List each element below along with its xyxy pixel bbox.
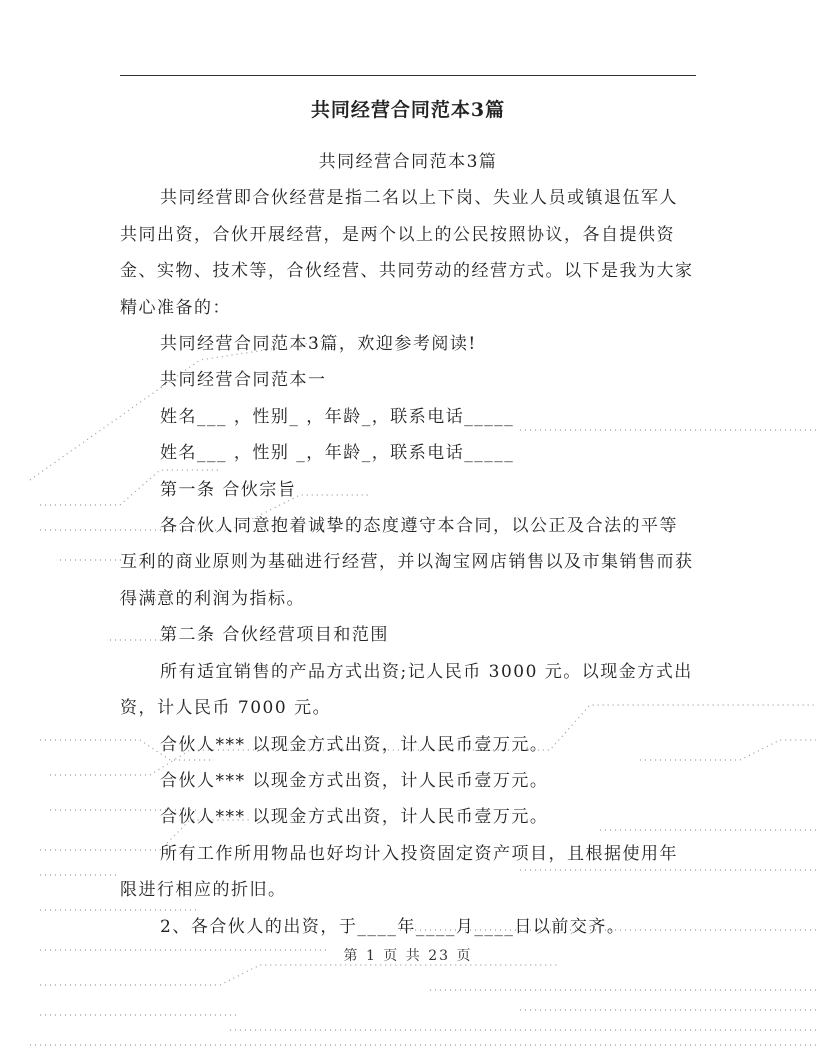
page-footer: 第 1 页 共 23 页 (343, 948, 473, 964)
party-info-line: 姓名___ ，性别 _，年龄_，联系电话_____ (160, 443, 515, 464)
partner-contribution-line: 合伙人*** 以现金方式出资，计人民币壹万元。 (160, 770, 549, 791)
partner-contribution-line: 合伙人*** 以现金方式出资，计人民币壹万元。 (160, 734, 549, 755)
header-rule (120, 75, 696, 76)
document-body (120, 144, 696, 945)
body-paragraph: 各合伙人同意抱着诚挚的态度遵守本合同，以公正及合法的平等互利的商业原则为基础进行经营，并以淘宝网店销售以及市集销售而获得满意的利润为指标。 (120, 516, 694, 609)
document-title: 共同经营合同范本3篇 (310, 99, 506, 121)
party-info-line: 姓名___ ，性别_ ，年龄_，联系电话_____ (160, 406, 515, 427)
partner-contribution-line: 合伙人*** 以现金方式出资，计人民币壹万元。 (160, 807, 549, 828)
article-heading: 第一条 合伙宗旨 (160, 479, 297, 500)
body-paragraph: 所有适宜销售的产品方式出资;记人民币 3000 元。以现金方式出资，计人民币 7000 元。 (120, 661, 693, 719)
section-heading: 共同经营合同范本一 (160, 370, 327, 391)
intro-paragraph: 共同经营即合伙经营是指二名以上下岗、失业人员或镇退伍军人共同出资，合伙开展经营，是两个以上的公民按照协议，各自提供资金、实物、技术等，合伙经营、共同劳动的经营方式。以下是我为大家精心准备的： (120, 188, 694, 318)
body-paragraph: 2、各合伙人的出资，于____年____月____日以前交齐。 (160, 916, 626, 937)
article-heading: 第二条 合伙经营项目和范围 (160, 625, 389, 646)
subtitle-paragraph: 共同经营合同范本3篇 (318, 152, 498, 172)
body-paragraph: 所有工作所用物品也好均计入投资固定资产项目，且根据使用年限进行相应的折旧。 (120, 843, 678, 901)
welcome-paragraph: 共同经营合同范本3篇，欢迎参考阅读! (160, 334, 477, 355)
